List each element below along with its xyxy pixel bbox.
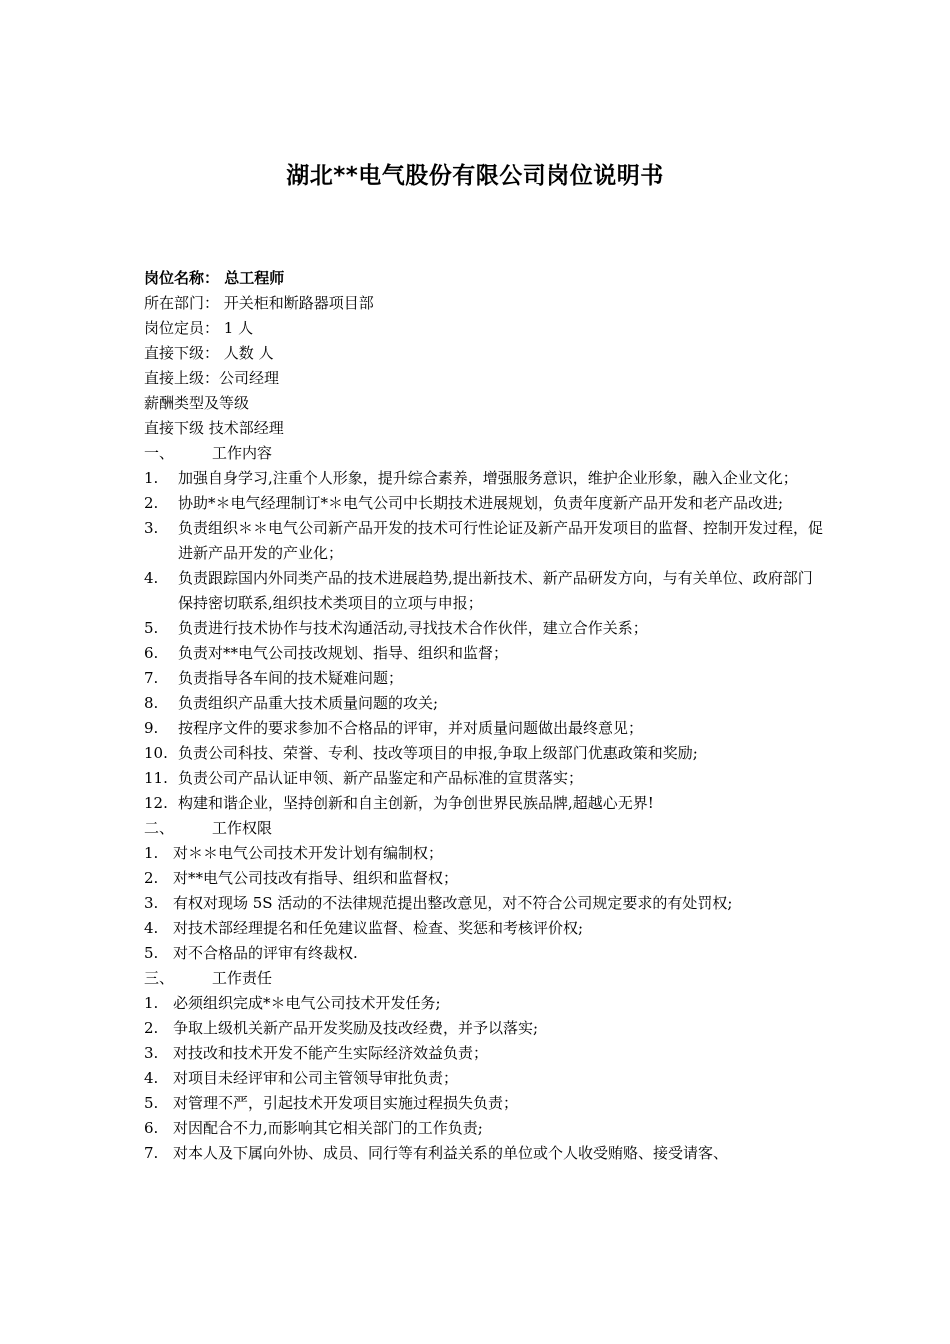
item-text: 按程序文件的要求参加不合格品的评审，并对质量问题做出最终意见； (178, 719, 644, 737)
item-text: 对项目未经评审和公司主管领导审批负责； (173, 1069, 459, 1087)
item-number: 3. (144, 894, 159, 912)
item-number: 12. (144, 794, 168, 812)
superior-value: 公司经理 (219, 369, 280, 387)
headcount-value: 1 人 (223, 319, 254, 337)
list-item (144, 891, 824, 916)
list-item (144, 491, 824, 516)
item-number: 5. (144, 619, 159, 637)
headcount-line (144, 316, 824, 341)
item-text: 有权对现场 5S 活动的不法律规范提出整改意见，对不符合公司规定要求的有处罚权; (173, 894, 733, 912)
list-item (144, 1016, 824, 1041)
list-item (144, 841, 824, 866)
item-text: 负责指导各车间的技术疑难问题； (178, 669, 404, 687)
item-number: 3. (144, 519, 159, 537)
item-text: 对**电气公司技改有指导、组织和监督权； (173, 869, 459, 887)
salary-label: 薪酬类型及等级 (144, 394, 250, 412)
item-number: 7. (144, 1144, 159, 1162)
item-text: 协助*＊电气经理制订*＊电气公司中长期技术进展规划，负责年度新产品开发和老产品改进; (178, 494, 784, 512)
list-item (144, 691, 824, 716)
item-number: 4. (144, 1069, 159, 1087)
section-number: 一、 (144, 444, 175, 462)
item-text: 负责进行技术协作与技术沟通活动,寻找技术合作伙伴，建立合作关系； (178, 619, 648, 637)
list-item (144, 616, 824, 641)
item-text: 对管理不严，引起技术开发项目实施过程损失负责； (173, 1094, 519, 1112)
headcount-label: 岗位定员： (144, 319, 220, 337)
responsibility-list (144, 991, 824, 1166)
list-item (144, 991, 824, 1016)
department-line (144, 291, 824, 316)
item-text: 必须组织完成*＊电气公司技术开发任务; (173, 994, 441, 1012)
document-title: 湖北**电气股份有限公司岗位说明书 (286, 163, 664, 189)
item-text: 负责公司科技、荣誉、专利、技改等项目的申报,争取上级部门优惠政策和奖励; (178, 744, 698, 762)
item-text: 对因配合不力,而影响其它相关部门的工作负责; (173, 1119, 483, 1137)
document-body (144, 266, 824, 1166)
section-number: 二、 (144, 819, 175, 837)
item-number: 3. (144, 1044, 159, 1062)
direct-sub-line (144, 416, 824, 441)
item-number: 9. (144, 719, 159, 737)
department-value: 开关柜和断路器项目部 (223, 294, 374, 312)
item-number: 2. (144, 869, 159, 887)
item-text: 对本人及下属向外协、成员、同行等有利益关系的单位或个人收受贿赂、接受请客、 (173, 1144, 729, 1162)
item-text: 对＊＊电气公司技术开发计划有编制权； (173, 844, 444, 862)
subordinates-label: 直接下级： (144, 344, 220, 362)
item-number: 1. (144, 844, 159, 862)
list-item (144, 1041, 824, 1066)
position-value: 总工程师 (224, 269, 285, 287)
item-text: 负责组织＊＊电气公司新产品开发的技术可行性论证及新产品开发项目的监督、控制开发过程，促进新产品开发的产业化； (178, 519, 824, 562)
list-item (144, 466, 824, 491)
list-item (144, 641, 824, 666)
item-text: 对技改和技术开发不能产生实际经济效益负责； (173, 1044, 489, 1062)
item-number: 5. (144, 944, 159, 962)
list-item (144, 941, 824, 966)
item-text: 构建和谐企业，坚持创新和自主创新，为争创世界民族品牌,超越心无界! (178, 794, 654, 812)
item-number: 1. (144, 994, 159, 1012)
item-text: 负责对**电气公司技改规划、指导、组织和监督； (178, 644, 509, 662)
direct-sub-label: 直接下级 (144, 419, 205, 437)
section-heading (144, 966, 824, 991)
position-label: 岗位名称： (144, 269, 220, 287)
list-item (144, 1066, 824, 1091)
item-number: 7. (144, 669, 159, 687)
item-number: 2. (144, 1019, 159, 1037)
list-item (144, 1091, 824, 1116)
section-heading (144, 816, 824, 841)
list-item (144, 916, 824, 941)
list-item (144, 766, 824, 791)
item-number: 2. (144, 494, 159, 512)
item-text: 争取上级机关新产品开发奖励及技改经费，并予以落实; (173, 1019, 539, 1037)
item-text: 对技术部经理提名和任免建议监督、检查、奖惩和考核评价权; (173, 919, 584, 937)
list-item (144, 516, 824, 566)
list-item (144, 741, 824, 766)
salary-line (144, 391, 824, 416)
direct-sub-value: 技术部经理 (208, 419, 284, 437)
section-number: 三、 (144, 969, 175, 987)
work-content-list (144, 466, 824, 816)
item-text: 对不合格品的评审有终裁权. (173, 944, 358, 962)
item-number: 1. (144, 469, 159, 487)
item-number: 6. (144, 644, 159, 662)
authority-list (144, 841, 824, 966)
list-item (144, 1141, 824, 1166)
department-label: 所在部门： (144, 294, 220, 312)
section-heading (144, 441, 824, 466)
list-item (144, 716, 824, 741)
item-text: 负责跟踪国内外同类产品的技术进展趋势,提出新技术、新产品研发方向，与有关单位、政府部门保持密切联系,组织技术类项目的立项与申报； (178, 569, 813, 612)
superior-label: 直接上级： (144, 369, 220, 387)
subordinates-line (144, 341, 824, 366)
item-text: 加强自身学习,注重个人形象，提升综合素养，增强服务意识，维护企业形象，融入企业文化； (178, 469, 798, 487)
list-item (144, 866, 824, 891)
list-item (144, 791, 824, 816)
subordinates-value: 人数 人 (223, 344, 274, 362)
list-item (144, 666, 824, 691)
section-title: 工作权限 (212, 819, 273, 837)
section-title: 工作内容 (212, 444, 273, 462)
item-number: 6. (144, 1119, 159, 1137)
item-number: 4. (144, 569, 159, 587)
position-line (144, 266, 824, 291)
item-text: 负责公司产品认证申领、新产品鉴定和产品标准的宣贯落实； (178, 769, 584, 787)
list-item (144, 566, 824, 616)
superior-line (144, 366, 824, 391)
item-text: 负责组织产品重大技术质量问题的攻关; (178, 694, 439, 712)
list-item (144, 1116, 824, 1141)
item-number: 11. (144, 769, 168, 787)
item-number: 5. (144, 1094, 159, 1112)
item-number: 4. (144, 919, 159, 937)
item-number: 8. (144, 694, 159, 712)
section-title: 工作责任 (212, 969, 273, 987)
item-number: 10. (144, 744, 168, 762)
